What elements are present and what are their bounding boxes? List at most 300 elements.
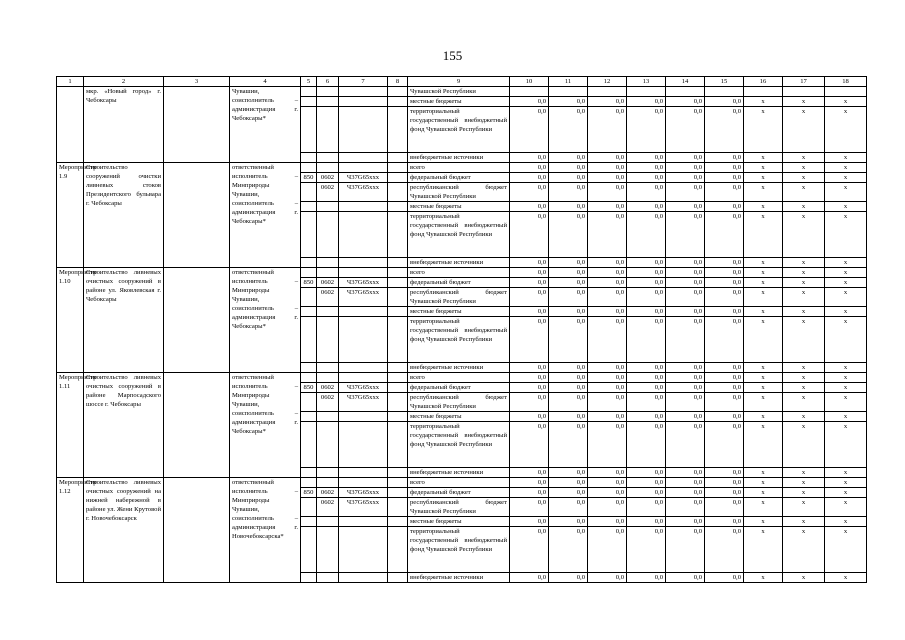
col7-cell [339,107,388,153]
target-article-cell [339,163,388,173]
amount-cell: 0,0 [510,173,549,183]
target-article-cell: Ч37G65ххх [339,288,388,307]
na-cell: х [825,363,867,373]
na-cell: х [825,97,867,107]
amount-cell: 0,0 [666,153,705,163]
na-cell: х [825,107,867,153]
amount-cell: 0,0 [705,412,744,422]
table-row [57,478,867,488]
amount-cell: 0,0 [588,373,627,383]
funding-source-cell: внебюджетные источники [408,258,510,268]
na-cell: х [744,373,783,383]
col5-cell [301,87,317,97]
amount-cell: 0,0 [666,393,705,412]
funding-source-cell: внебюджетные источники [408,153,510,163]
expense-type-cell [388,183,408,202]
amount-cell: 0,0 [666,268,705,278]
executor-cell: Чувашии, соисполнитель – администрация г. Чебоксары* [230,87,301,163]
amount-cell: 0,0 [627,488,666,498]
na-cell: х [825,468,867,478]
na-cell: х [825,307,867,317]
section-code-cell [317,212,339,258]
expense-type-cell [388,478,408,488]
na-cell: х [783,268,825,278]
amount-cell: 0,0 [666,163,705,173]
amount-cell: 0,0 [549,498,588,517]
amount-cell: 0,0 [510,363,549,373]
amount-cell: 0,0 [510,97,549,107]
table-body [57,77,867,583]
section-code-cell: 0602 [317,173,339,183]
grbs-code-cell [301,163,317,173]
grbs-code-cell [301,373,317,383]
measure-label-cell: Мероприятие 1.12 [57,478,84,583]
target-article-cell [339,478,388,488]
target-cell [164,268,230,373]
amount-cell: 0,0 [510,573,549,583]
amount-cell: 0,0 [510,288,549,307]
funding-source-cell: местные бюджеты [408,97,510,107]
na-cell: х [744,278,783,288]
funding-source-cell: всего [408,268,510,278]
column-number-12: 12 [588,77,627,87]
amount-cell: 0,0 [510,107,549,153]
amount-cell: 0,0 [549,183,588,202]
grbs-code-cell: 850 [301,488,317,498]
funding-source-cell: местные бюджеты [408,307,510,317]
expense-type-cell [388,317,408,363]
na-cell: х [825,488,867,498]
funding-source-cell: всего [408,373,510,383]
section-code-cell [317,268,339,278]
na-cell: х [783,412,825,422]
amount-cell: 0,0 [549,307,588,317]
amount-cell: 0,0 [666,422,705,468]
col8-cell [388,153,408,163]
column-number-7: 7 [339,77,388,87]
na-cell: х [825,202,867,212]
column-number-6: 6 [317,77,339,87]
funding-source-cell: внебюджетные источники [408,573,510,583]
value-cell [549,87,588,97]
target-article-cell [339,317,388,363]
amount-cell: 0,0 [666,278,705,288]
value-cell [588,87,627,97]
col6-cell [317,153,339,163]
amount-cell: 0,0 [705,393,744,412]
amount-cell: 0,0 [627,183,666,202]
amount-cell: 0,0 [627,163,666,173]
funding-source-cell: республиканский бюджет Чувашской Республики [408,393,510,412]
amount-cell: 0,0 [549,412,588,422]
grbs-code-cell [301,393,317,412]
target-article-cell [339,258,388,268]
na-cell: х [744,573,783,583]
measure-name-cell: Строительство ливневых очистных сооружений на нижней набережной в районе ул. Жени Крутовой г. Новочебоксарск [84,478,164,583]
amount-cell: 0,0 [705,163,744,173]
amount-cell: 0,0 [588,363,627,373]
measure-name-cell: Строительство ливневых очистных сооружений в районе ул. Яковлевская г. Чебоксары [84,268,164,373]
target-article-cell [339,268,388,278]
amount-cell: 0,0 [627,527,666,573]
target-article-cell [339,468,388,478]
expense-type-cell [388,212,408,258]
amount-cell: 0,0 [666,317,705,363]
amount-cell: 0,0 [510,258,549,268]
target-article-cell [339,363,388,373]
grbs-code-cell [301,288,317,307]
expense-type-cell [388,202,408,212]
target-article-cell: Ч37G65ххх [339,393,388,412]
amount-cell: 0,0 [549,212,588,258]
column-number-10: 10 [510,77,549,87]
amount-cell: 0,0 [510,278,549,288]
na-cell: х [744,478,783,488]
amount-cell: 0,0 [666,212,705,258]
na-cell: х [825,527,867,573]
amount-cell: 0,0 [666,307,705,317]
amount-cell: 0,0 [627,202,666,212]
funding-source-cell: местные бюджеты [408,202,510,212]
amount-cell: 0,0 [588,468,627,478]
amount-cell: 0,0 [666,488,705,498]
col5-cell [301,97,317,107]
target-article-cell: Ч37G65ххх [339,278,388,288]
na-cell: х [783,163,825,173]
grbs-code-cell [301,517,317,527]
amount-cell: 0,0 [588,212,627,258]
col6-cell [317,97,339,107]
amount-cell: 0,0 [549,468,588,478]
na-cell: х [825,317,867,363]
amount-cell: 0,0 [666,97,705,107]
measure-label-cell: Мероприятие 1.11 [57,373,84,478]
target-article-cell: Ч37G65ххх [339,183,388,202]
target-article-cell: Ч37G65ххх [339,383,388,393]
amount-cell: 0,0 [588,488,627,498]
section-code-cell [317,527,339,573]
funding-source-cell: федеральный бюджет [408,173,510,183]
column-number-4: 4 [230,77,301,87]
funding-source-cell: Чувашской Республики [408,87,510,97]
target-cell [164,373,230,478]
target-article-cell [339,212,388,258]
grbs-code-cell [301,307,317,317]
na-cell: х [744,163,783,173]
measure-name-cell: мкр. «Новый город» г. Чебоксары [84,87,164,163]
amount-cell: 0,0 [510,468,549,478]
value-cell [510,87,549,97]
amount-cell: 0,0 [510,422,549,468]
grbs-code-cell [301,268,317,278]
amount-cell: 0,0 [705,468,744,478]
measure-label-cell [57,87,84,163]
column-number-13: 13 [627,77,666,87]
section-code-cell [317,468,339,478]
amount-cell: 0,0 [588,383,627,393]
target-article-cell: Ч37G65ххх [339,488,388,498]
na-cell: х [783,97,825,107]
na-cell: х [783,173,825,183]
na-cell: х [783,307,825,317]
expense-type-cell [388,373,408,383]
col8-cell [388,107,408,153]
table-row [57,268,867,278]
amount-cell: 0,0 [549,393,588,412]
section-code-cell [317,363,339,373]
section-code-cell [317,258,339,268]
target-article-cell [339,412,388,422]
amount-cell: 0,0 [666,173,705,183]
table-row [57,373,867,383]
expense-type-cell [388,268,408,278]
page-number: 155 [442,48,463,63]
col6-cell [317,87,339,97]
measure-name-cell: Строительство ливневых очистных сооружений в районе Марпосадского шоссе г. Чебоксары [84,373,164,478]
amount-cell: 0,0 [666,478,705,488]
funding-source-cell: территориальный государственный внебюджетный фонд Чувашской Республики [408,422,510,468]
na-cell: х [783,383,825,393]
amount-cell: 0,0 [510,202,549,212]
col6-cell [317,107,339,153]
amount-cell: 0,0 [510,498,549,517]
amount-cell: 0,0 [705,107,744,153]
na-cell: х [744,183,783,202]
target-article-cell: Ч37G65ххх [339,173,388,183]
value-cell [666,87,705,97]
column-number-16: 16 [744,77,783,87]
amount-cell: 0,0 [510,163,549,173]
amount-cell: 0,0 [705,317,744,363]
amount-cell: 0,0 [666,412,705,422]
target-cell [164,87,230,163]
expense-type-cell [388,412,408,422]
target-article-cell [339,573,388,583]
na-cell: х [744,288,783,307]
amount-cell: 0,0 [588,317,627,363]
target-cell [164,163,230,268]
amount-cell: 0,0 [627,383,666,393]
na-cell: х [783,363,825,373]
na-cell: х [825,153,867,163]
amount-cell: 0,0 [705,478,744,488]
amount-cell: 0,0 [627,268,666,278]
amount-cell: 0,0 [549,268,588,278]
amount-cell: 0,0 [666,258,705,268]
amount-cell: 0,0 [627,373,666,383]
na-cell: х [744,317,783,363]
expense-type-cell [388,288,408,307]
amount-cell: 0,0 [549,107,588,153]
amount-cell: 0,0 [627,517,666,527]
section-code-cell [317,163,339,173]
expense-type-cell [388,573,408,583]
amount-cell: 0,0 [549,288,588,307]
amount-cell: 0,0 [627,258,666,268]
na-cell: х [744,527,783,573]
amount-cell: 0,0 [510,412,549,422]
amount-cell: 0,0 [549,527,588,573]
funding-source-cell: республиканский бюджет Чувашской Республики [408,288,510,307]
amount-cell: 0,0 [510,517,549,527]
funding-source-cell: всего [408,478,510,488]
column-number-8: 8 [388,77,408,87]
na-cell: х [783,373,825,383]
section-code-cell: 0602 [317,278,339,288]
amount-cell: 0,0 [510,183,549,202]
section-code-cell [317,412,339,422]
funding-source-cell: федеральный бюджет [408,383,510,393]
amount-cell: 0,0 [588,517,627,527]
na-cell: х [783,422,825,468]
amount-cell: 0,0 [705,363,744,373]
na-cell: х [744,468,783,478]
amount-cell: 0,0 [627,288,666,307]
na-cell: х [825,288,867,307]
na-cell: х [744,307,783,317]
amount-cell: 0,0 [588,153,627,163]
target-article-cell [339,422,388,468]
na-cell: х [783,107,825,153]
executor-cell: ответственный исполнитель – Минприроды Чувашии, соисполнитель – администрация г. Чебоксары* [230,373,301,478]
na-cell: х [825,173,867,183]
column-number-11: 11 [549,77,588,87]
grbs-code-cell [301,527,317,573]
na-cell: х [744,202,783,212]
na-cell: х [744,393,783,412]
funding-source-cell: местные бюджеты [408,412,510,422]
target-article-cell [339,202,388,212]
funding-source-cell: внебюджетные источники [408,468,510,478]
amount-cell: 0,0 [705,517,744,527]
target-cell [164,478,230,583]
amount-cell: 0,0 [666,373,705,383]
amount-cell: 0,0 [588,173,627,183]
target-article-cell [339,307,388,317]
executor-cell: ответственный исполнитель – Минприроды Чувашии, соисполнитель – администрация г. Новочебоксарска* [230,478,301,583]
expense-type-cell [388,393,408,412]
na-cell: х [744,173,783,183]
grbs-code-cell [301,363,317,373]
col5-cell [301,107,317,153]
amount-cell: 0,0 [627,153,666,163]
section-code-cell [317,317,339,363]
amount-cell: 0,0 [588,163,627,173]
amount-cell: 0,0 [588,478,627,488]
na-cell: х [783,212,825,258]
measure-name-cell: Строительство сооружений очистки ливневых стоков Президентского бульвара г. Чебоксары [84,163,164,268]
column-number-9: 9 [408,77,510,87]
target-article-cell [339,527,388,573]
amount-cell: 0,0 [705,268,744,278]
amount-cell: 0,0 [666,363,705,373]
expense-type-cell [388,527,408,573]
amount-cell: 0,0 [666,383,705,393]
section-code-cell [317,307,339,317]
grbs-code-cell [301,212,317,258]
amount-cell: 0,0 [510,212,549,258]
na-cell: х [744,107,783,153]
amount-cell: 0,0 [666,573,705,583]
col5-cell [301,153,317,163]
na-cell: х [744,153,783,163]
na-cell: х [825,212,867,258]
value-cell [825,87,867,97]
amount-cell: 0,0 [627,278,666,288]
column-number-18: 18 [825,77,867,87]
col7-cell [339,153,388,163]
funding-source-cell: внебюджетные источники [408,363,510,373]
amount-cell: 0,0 [510,317,549,363]
amount-cell: 0,0 [588,412,627,422]
executor-cell: ответственный исполнитель – Минприроды Чувашии, соисполнитель – администрация г. Чебоксары* [230,163,301,268]
na-cell: х [744,363,783,373]
funding-source-cell: федеральный бюджет [408,278,510,288]
na-cell: х [783,278,825,288]
funding-source-cell: республиканский бюджет Чувашской Республики [408,498,510,517]
column-number-1: 1 [57,77,84,87]
amount-cell: 0,0 [549,97,588,107]
section-code-cell: 0602 [317,288,339,307]
expense-type-cell [388,307,408,317]
na-cell: х [825,573,867,583]
amount-cell: 0,0 [666,468,705,478]
amount-cell: 0,0 [588,183,627,202]
amount-cell: 0,0 [549,383,588,393]
grbs-code-cell: 850 [301,383,317,393]
grbs-code-cell [301,498,317,517]
amount-cell: 0,0 [627,573,666,583]
expense-type-cell [388,383,408,393]
amount-cell: 0,0 [588,268,627,278]
amount-cell: 0,0 [510,153,549,163]
section-code-cell: 0602 [317,393,339,412]
na-cell: х [744,258,783,268]
section-code-cell [317,202,339,212]
funding-source-cell: территориальный государственный внебюджетный фонд Чувашской Республики [408,527,510,573]
amount-cell: 0,0 [510,383,549,393]
na-cell: х [783,478,825,488]
amount-cell: 0,0 [588,573,627,583]
expense-type-cell [388,163,408,173]
amount-cell: 0,0 [666,517,705,527]
amount-cell: 0,0 [666,527,705,573]
amount-cell: 0,0 [705,373,744,383]
column-number-14: 14 [666,77,705,87]
grbs-code-cell [301,258,317,268]
amount-cell: 0,0 [705,97,744,107]
col7-cell [339,87,388,97]
amount-cell: 0,0 [549,363,588,373]
amount-cell: 0,0 [510,527,549,573]
amount-cell: 0,0 [705,307,744,317]
amount-cell: 0,0 [588,97,627,107]
grbs-code-cell: 850 [301,278,317,288]
na-cell: х [825,517,867,527]
na-cell: х [783,202,825,212]
measure-label-cell: Мероприятие 1.10 [57,268,84,373]
na-cell: х [783,468,825,478]
amount-cell: 0,0 [705,258,744,268]
amount-cell: 0,0 [705,278,744,288]
table-row [57,87,867,97]
amount-cell: 0,0 [627,317,666,363]
na-cell: х [825,258,867,268]
amount-cell: 0,0 [510,268,549,278]
amount-cell: 0,0 [666,107,705,153]
amount-cell: 0,0 [705,212,744,258]
amount-cell: 0,0 [627,173,666,183]
